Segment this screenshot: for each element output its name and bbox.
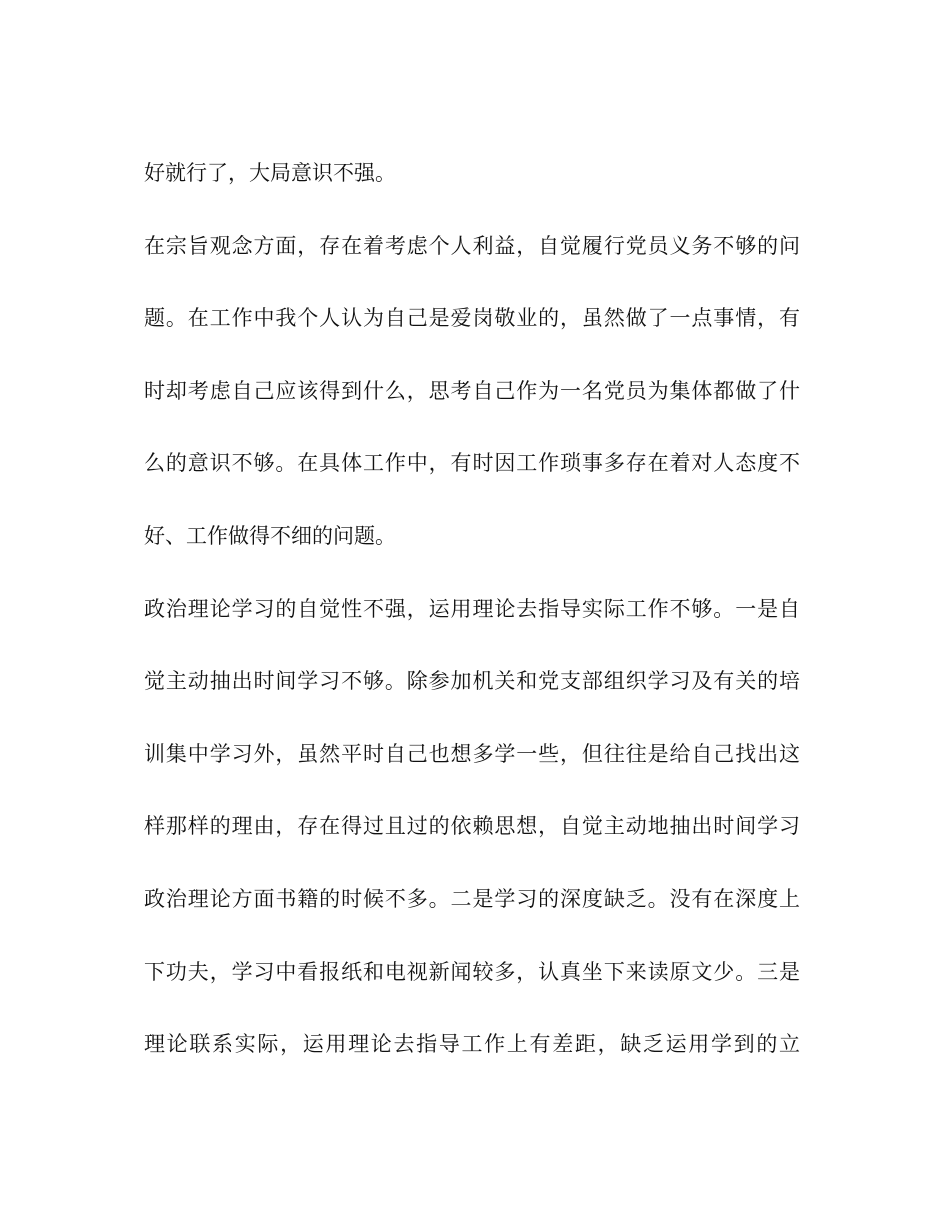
text-line: 题。在工作中我个人认为自己是爱岗敬业的，虽然做了一点事情，有 [144,306,800,331]
text-line: 么的意识不够。在具体工作中，有时因工作琐事多存在着对人态度不 [144,451,800,476]
text-line: 觉主动抽出时间学习不够。除参加机关和党支部组织学习及有关的培 [144,669,800,694]
text-line: 样那样的理由，存在得过且过的依赖思想，自觉主动地抽出时间学习 [144,814,800,839]
text-line: 政治理论学习的自觉性不强，运用理论去指导实际工作不够。一是自 [144,596,800,621]
text-line: 好就行了，大局意识不强。 [144,161,396,185]
document-body [144,137,800,1081]
text-line: 理论联系实际，运用理论去指导工作上有差距，缺乏运用学到的立 [144,1032,800,1057]
text-line: 训集中学习外，虽然平时自己也想多学一些，但往往是给自己找出这 [144,741,800,766]
text-line: 政治理论方面书籍的时候不多。二是学习的深度缺乏。没有在深度上 [144,886,800,911]
text-line: 在宗旨观念方面，存在着考虑个人利益，自觉履行党员义务不够的问 [144,233,800,258]
text-line: 下功夫，学习中看报纸和电视新闻较多，认真坐下来读原文少。三是 [144,959,800,984]
text-line: 时却考虑自己应该得到什么，思考自己作为一名党员为集体都做了什 [144,378,800,403]
text-line: 好、工作做得不细的问题。 [144,523,396,548]
